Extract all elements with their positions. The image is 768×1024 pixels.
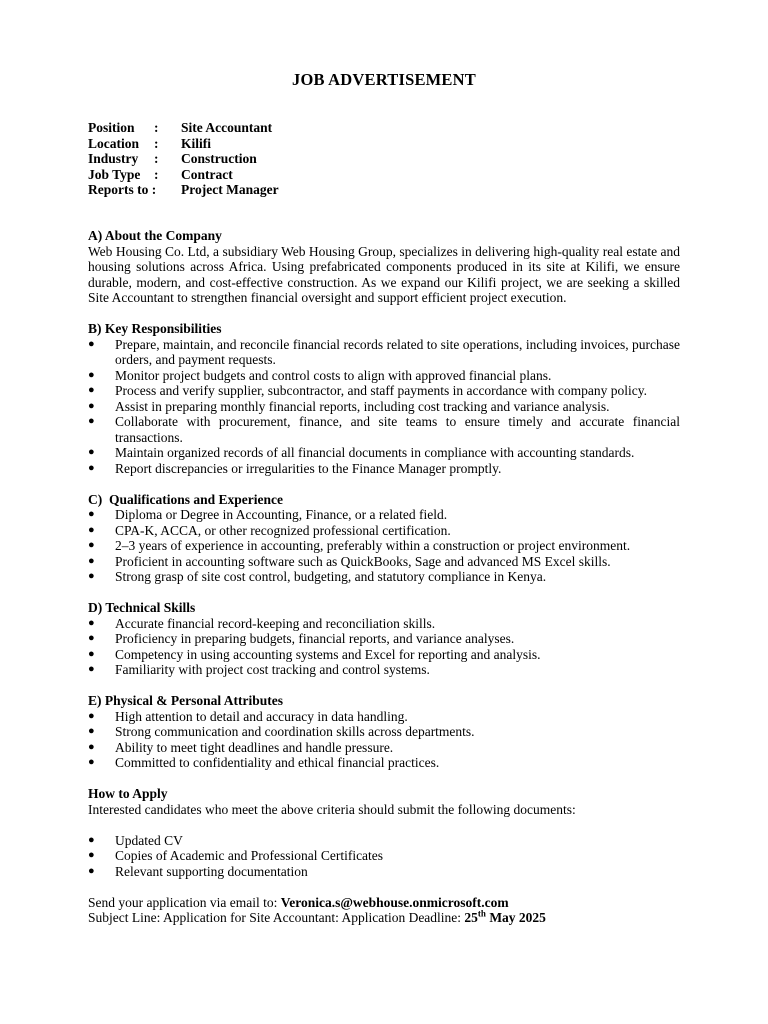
meta-value: Project Manager — [181, 182, 279, 197]
meta-row-job-type — [88, 167, 279, 183]
list-item-text: Committed to confidentiality and ethical financial practices. — [115, 755, 440, 770]
bullet-list — [88, 833, 680, 880]
meta-value: Site Accountant — [181, 120, 273, 135]
meta-key: Job Type — [88, 166, 141, 182]
list-item — [88, 631, 680, 647]
list-item — [88, 383, 680, 399]
list-item-text: Accurate financial record-keeping and reconciliation skills. — [115, 615, 436, 631]
bullet-icon: ● — [88, 632, 95, 644]
list-item — [88, 647, 680, 663]
list-item-text: Familiarity with project cost tracking and control systems. — [115, 662, 430, 677]
bullet-icon: ● — [88, 523, 95, 536]
bullet-icon: ● — [88, 709, 95, 722]
apply-intro: Interested candidates who meet the above criteria should submit the following documents: — [88, 801, 576, 817]
bullet-list — [88, 507, 680, 585]
list-item — [88, 724, 680, 740]
bullet-icon: ● — [88, 368, 95, 381]
list-item — [88, 864, 680, 880]
bullet-icon: ● — [88, 461, 95, 474]
list-item-text: Prepare, maintain, and reconcile financial records related to site operations, including invoices, purchase orders, and payment requests. — [115, 336, 680, 367]
apply-email-line — [88, 895, 680, 911]
list-item-text: Process and verify supplier, subcontractor, and staff payments in accordance with company policy. — [115, 383, 648, 398]
meta-colon: : — [154, 120, 159, 135]
spacer — [88, 879, 680, 895]
bullet-icon: ● — [88, 570, 95, 582]
meta-value: Construction — [181, 151, 257, 166]
bullet-icon: ● — [88, 647, 95, 660]
list-item-text: Report discrepancies or irregularities to the Finance Manager promptly. — [115, 460, 502, 476]
section-paragraph: Web Housing Co. Ltd, a subsidiary Web Housing Group, specializes in delivering high-quality real estate and housing solutions across Africa. Using prefabricated components produced in its site at Kilifi, we ensure durable, modern, and cost-effective construction. As we expand our Kilifi project, we are seeking a skilled Site Accountant to strengthen financial oversight and support efficient project execution. — [88, 243, 680, 305]
list-item — [88, 709, 680, 725]
application-email: Veronica.s@webhouse.onmicrosoft.com — [280, 894, 509, 910]
bullet-icon: ● — [88, 539, 95, 551]
list-item-text: Relevant supporting documentation — [115, 863, 308, 879]
meta-key: Location — [88, 135, 140, 151]
list-item — [88, 461, 680, 477]
section-about — [88, 228, 680, 306]
section-heading: C) Qualifications and Experience — [88, 491, 283, 507]
meta-colon: : — [154, 151, 159, 166]
bullet-icon: ● — [88, 399, 95, 412]
list-item — [88, 848, 680, 864]
section-heading: A) About the Company — [88, 228, 222, 243]
job-meta-table — [88, 120, 279, 198]
meta-key: Position — [88, 120, 135, 135]
meta-key-with-colon — [88, 182, 181, 198]
email-prefix: Send your application via email to: — [88, 894, 281, 910]
list-item — [88, 414, 680, 445]
section-how-to-apply — [88, 786, 680, 926]
section-attributes — [88, 693, 680, 771]
apply-subject-line — [88, 910, 680, 926]
meta-row-reports-to — [88, 182, 279, 198]
section-heading: How to Apply — [88, 786, 168, 801]
deadline-date — [464, 910, 546, 925]
meta-colon: : — [154, 166, 159, 182]
deadline-ordinal: th — [477, 908, 486, 919]
bullet-icon: ● — [88, 384, 95, 396]
list-item-text: CPA-K, ACCA, or other recognized professional certification. — [115, 522, 451, 538]
list-item — [88, 616, 680, 632]
section-technical-skills — [88, 600, 680, 678]
bullet-icon: ● — [88, 725, 95, 737]
list-item — [88, 538, 680, 554]
list-item-text: Diploma or Degree in Accounting, Finance, or a related field. — [115, 507, 448, 522]
list-item — [88, 755, 680, 771]
bullet-icon: ● — [88, 663, 95, 675]
bullet-icon: ● — [88, 756, 95, 768]
bullet-icon: ● — [88, 415, 95, 427]
list-item — [88, 523, 680, 539]
bullet-list — [88, 337, 680, 477]
list-item-text: Updated CV — [115, 832, 183, 848]
section-heading: E) Physical & Personal Attributes — [88, 693, 283, 708]
meta-key: Reports to — [88, 182, 149, 197]
deadline-day: 25 — [464, 910, 478, 925]
section-responsibilities — [88, 321, 680, 476]
list-item-text: Competency in using accounting systems and Excel for reporting and analysis. — [115, 646, 541, 662]
meta-colon: : — [154, 135, 159, 151]
meta-row-industry — [88, 151, 279, 167]
meta-row-position — [88, 120, 279, 136]
list-item-text: Maintain organized records of all financial documents in compliance with accounting standards. — [115, 445, 635, 460]
meta-colon: : — [151, 182, 157, 197]
meta-value: Contract — [181, 166, 233, 182]
list-item-text: Monitor project budgets and control costs to align with approved financial plans. — [115, 367, 552, 383]
bullet-list — [88, 709, 680, 771]
bullet-icon: ● — [88, 864, 95, 877]
list-item — [88, 569, 680, 585]
list-item — [88, 662, 680, 678]
bullet-icon: ● — [88, 740, 95, 753]
bullet-icon: ● — [88, 446, 95, 458]
section-heading: B) Key Responsibilities — [88, 321, 222, 336]
list-item-text: High attention to detail and accuracy in data handling. — [115, 708, 408, 724]
list-item — [88, 740, 680, 756]
bullet-icon: ● — [88, 508, 95, 520]
document-title: JOB ADVERTISEMENT — [292, 70, 476, 89]
list-item-text: Copies of Academic and Professional Certificates — [115, 848, 384, 863]
section-heading: D) Technical Skills — [88, 600, 196, 615]
bullet-icon: ● — [88, 849, 95, 861]
list-item-text: Proficiency in preparing budgets, financial reports, and variance analyses. — [115, 631, 515, 646]
list-item-text: Assist in preparing monthly financial reports, including cost tracking and variance analysis. — [115, 398, 610, 414]
list-item — [88, 507, 680, 523]
bullet-icon: ● — [88, 833, 95, 846]
section-qualifications — [88, 492, 680, 585]
deadline-month-year: May 2025 — [485, 910, 546, 925]
meta-value: Kilifi — [181, 135, 211, 151]
list-item — [88, 833, 680, 849]
list-item-text: Collaborate with procurement, finance, and site teams to ensure timely and accurate financial transactions. — [115, 414, 680, 445]
bullet-icon: ● — [88, 616, 95, 629]
meta-key: Industry — [88, 151, 139, 166]
list-item-text: 2–3 years of experience in accounting, preferably within a construction or project environment. — [115, 538, 631, 553]
list-item — [88, 368, 680, 384]
bullet-icon: ● — [88, 554, 95, 567]
bullet-list — [88, 616, 680, 678]
list-item-text: Ability to meet tight deadlines and handle pressure. — [115, 739, 394, 755]
list-item — [88, 337, 680, 368]
list-item-text: Strong grasp of site cost control, budgeting, and statutory compliance in Kenya. — [115, 569, 547, 584]
list-item — [88, 445, 680, 461]
bullet-icon: ● — [88, 337, 95, 350]
list-item-text: Proficient in accounting software such as QuickBooks, Sage and advanced MS Excel skills. — [115, 553, 611, 569]
spacer — [88, 817, 680, 833]
list-item — [88, 399, 680, 415]
list-item — [88, 554, 680, 570]
subject-prefix: Subject Line: Application for Site Accountant: Application Deadline: — [88, 910, 465, 925]
meta-row-location — [88, 136, 279, 152]
document-body — [88, 228, 680, 941]
list-item-text: Strong communication and coordination skills across departments. — [115, 724, 475, 739]
